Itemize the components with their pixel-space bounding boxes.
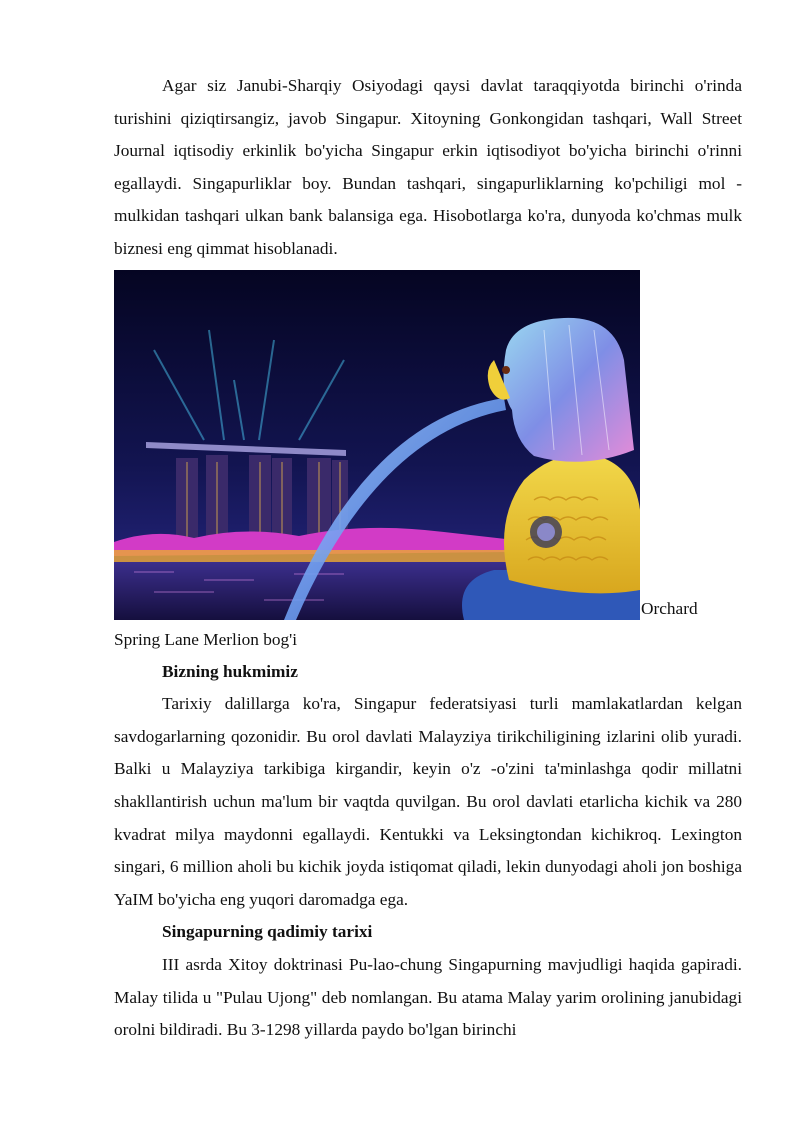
section-heading-ancient-history: Singapurning qadimiy tarixi	[162, 922, 373, 942]
figure-caption-continued: Spring Lane Merlion bog'i	[114, 629, 298, 649]
figure-caption-inline: Orchard	[641, 598, 698, 618]
history-paragraph: III asrda Xitoy doktrinasi Pu-lao-chung Singapurning mavjudligi haqida gapiradi. Malay tilida u "Pulau Ujong" deb nomlangan. Bu atama Malay yarim orolining janubidagi orolni bildiradi. Bu 3-1298 yillarda paydo bo'lgan birinchi	[114, 954, 742, 1040]
intro-paragraph: Agar siz Janubi-Sharqiy Osiyodagi qaysi davlat taraqqiyotda birinchi o'rinda turishini qiziqtirsangiz, javob Singapur. Xitoyning Gonkongidan tashqari, Wall Street Journal iqtisodiy erkinlik bo'yicha Singapur erkin iqtisodiyot bo'yicha birinchi o'rinni egallaydi. Singapurliklar boy. Bundan tashqari, singapurliklarning ko'pchiligi mol -mulkidan tashqari ulkan bank balansiga ega. Hisobotlarga ko'ra, dunyoda ko'chmas mulk biznesi eng qimmat hisoblanadi.	[114, 76, 742, 258]
merlion-photo	[114, 270, 640, 620]
section-heading-verdict: Bizning hukmimiz	[162, 661, 298, 681]
figure-row	[114, 268, 742, 620]
verdict-paragraph: Tarixiy dalillarga ko'ra, Singapur federatsiyasi turli mamlakatlardan kelgan savdogarlarning qozonidir. Bu orol davlati Malayziya tirikchiligining izlarini olib yuradi. Balki u Malayziya tarkibiga kirgandir, keyin o'z -o'zini ta'minlashga qodir millatni shakllantirish uchun ma'lum bir vaqtda quvilgan. Bu orol davlati etarlicha kichik va 280 kvadrat milya maydonni egallaydi. Kentukki va Leksingtondan kichikroq. Lexington singari, 6 million aholi bu kichik joyda istiqomat qiladi, lekin dunyodagi aholi jon boshiga YaIM bo'yicha eng yuqori daromadga ega.	[114, 694, 742, 909]
merlion-marina-bay-photo-icon	[114, 270, 640, 620]
